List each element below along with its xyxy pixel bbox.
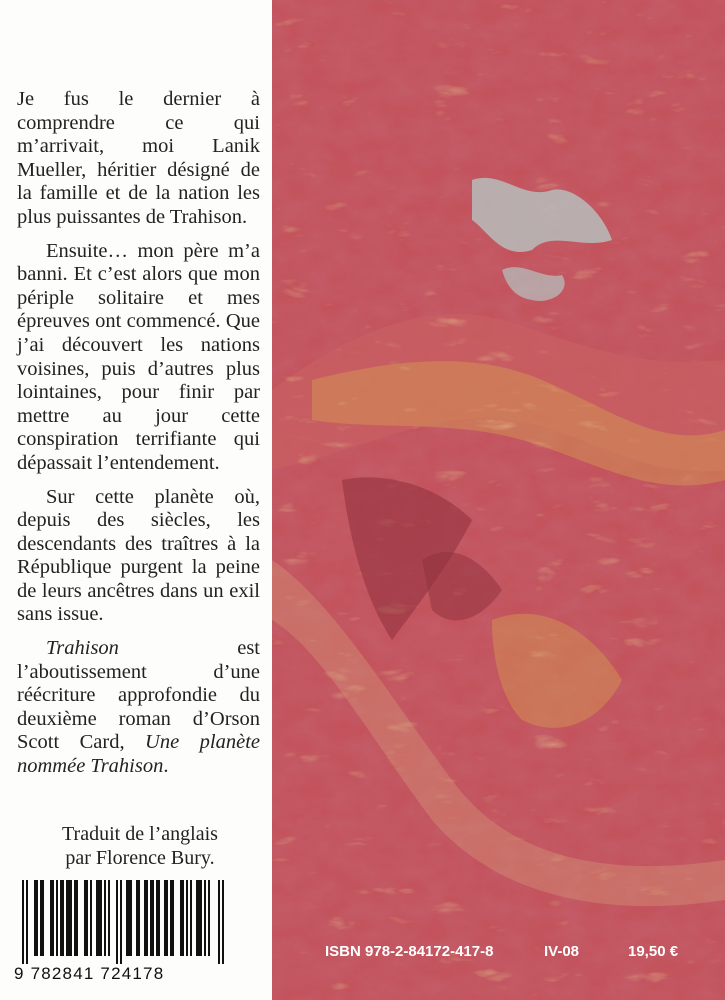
barcode-bar: [100, 880, 102, 956]
barcode-bar: [198, 880, 200, 956]
barcode-bar: [126, 880, 128, 956]
barcode-bar: [186, 880, 188, 956]
blurb-paragraph-4-end: .: [163, 755, 169, 778]
barcode-bar: [146, 880, 148, 956]
barcode-bar: [150, 880, 152, 956]
barcode: [14, 880, 238, 988]
barcode-bar: [26, 880, 28, 964]
barcode-bar: [96, 880, 98, 956]
barcode-bar: [152, 880, 154, 956]
blurb-paragraph-3: Sur cette planète où, depuis des siècles, les descendants des traîtres à la République purgent la peine de leurs ancêtres dans un exil sans issue.: [17, 485, 260, 626]
marbled-paint-illustration: [272, 0, 725, 1000]
barcode-bar: [60, 880, 62, 956]
barcode-bar: [98, 880, 100, 956]
barcode-bar: [136, 880, 138, 956]
barcode-bar: [182, 880, 184, 956]
barcode-bar: [180, 880, 182, 956]
barcode-bar: [84, 880, 86, 956]
barcode-bar: [120, 880, 122, 964]
barcode-bar: [144, 880, 146, 956]
barcode-bar: [52, 880, 54, 956]
barcode-bar: [196, 880, 198, 956]
translation-line-1: Traduit de l’anglais: [62, 823, 218, 845]
barcode-bar: [56, 880, 58, 956]
barcode-bar: [62, 880, 64, 956]
barcode-bar: [156, 880, 158, 956]
barcode-bar: [128, 880, 130, 956]
book-title-trahison: Trahison: [46, 637, 119, 660]
barcode-bar: [76, 880, 78, 956]
cover-footer: [296, 943, 696, 963]
barcode-bar: [222, 880, 224, 964]
barcode-bar: [170, 880, 172, 956]
barcode-bar: [90, 880, 92, 956]
blurb-paragraph-4: [17, 637, 260, 779]
barcode-bar: [158, 880, 160, 956]
barcode-bar: [40, 880, 42, 956]
cover-artwork: [272, 0, 725, 1000]
translation-credit: [20, 822, 260, 870]
barcode-bar: [138, 880, 140, 956]
barcode-bar: [36, 880, 38, 956]
barcode-bar: [172, 880, 174, 956]
barcode-bars: [14, 880, 238, 964]
blurb-paragraph-1: Je fus le dernier à comprendre ce qui m’arrivait, moi Lanik Mueller, héritier désigné de la famille et de la nation les plus puissantes de Trahison.: [17, 88, 260, 228]
original-title: Une planète nommée Trahison: [17, 731, 260, 778]
barcode-bar: [116, 880, 118, 964]
back-cover-text-panel: [0, 0, 272, 1000]
barcode-bar: [42, 880, 44, 956]
barcode-bar: [130, 880, 132, 956]
barcode-bar: [104, 880, 106, 956]
barcode-bar: [66, 880, 68, 956]
category-code: IV-08: [544, 943, 580, 960]
translation-line-2: par Florence Bury.: [65, 847, 215, 869]
blurb-paragraph-4-text: est l’aboutissement d’une réécriture approfondie du deuxième roman d’Orson Scott Card,: [17, 637, 260, 754]
barcode-bar: [200, 880, 202, 956]
price: 19,50 €: [628, 943, 679, 960]
blurb: [17, 88, 260, 789]
barcode-bar: [70, 880, 72, 956]
barcode-bar: [86, 880, 88, 956]
barcode-bar: [50, 880, 52, 956]
barcode-bar: [204, 880, 206, 956]
barcode-bar: [166, 880, 168, 956]
barcode-bar: [34, 880, 36, 956]
barcode-bar: [108, 880, 110, 956]
isbn-label: ISBN 978-2-84172-417-8: [325, 943, 494, 960]
barcode-bar: [22, 880, 24, 964]
barcode-bar: [74, 880, 76, 956]
barcode-bar: [218, 880, 220, 964]
barcode-bar: [190, 880, 192, 956]
barcode-digits: 9 782841 724178: [14, 964, 165, 983]
barcode-bar: [164, 880, 166, 956]
barcode-bar: [208, 880, 210, 956]
blurb-paragraph-2: Ensuite… mon père m’a banni. Et c’est alors que mon périple solitaire et mes épreuves ont commencé. Que j’ai découvert les nations voisines, puis d’autres plus lointaines, pour finir par mettre au jour cette conspiration terrifiante qui dépassait l’entendement.: [17, 239, 260, 474]
barcode-bar: [68, 880, 70, 956]
